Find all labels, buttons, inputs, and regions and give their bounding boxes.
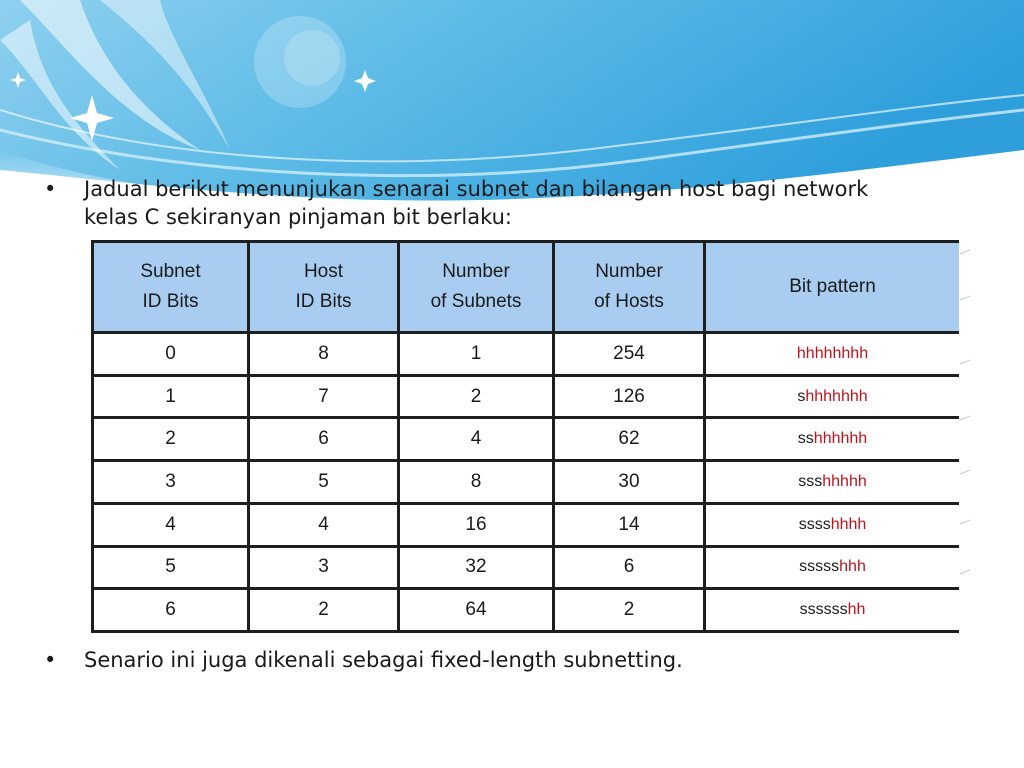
host-bits-text: hhhhhhh [805,387,868,405]
bullet-intro-line-1: Jadual berikut menunjukan senarai subnet dan bilangan host bagi network [84,177,869,201]
host-bits-text: hhh [839,558,866,576]
cell-bit-pattern [706,334,959,374]
cell-bit-pattern [706,590,959,630]
table-row [94,419,959,459]
table-row [94,590,959,630]
cell-bit-pattern [706,505,959,545]
cell-host-bits: 7 [250,377,397,417]
cell-hosts: 2 [555,590,703,630]
cell-bit-pattern [706,419,959,459]
header-number-of-subnets: Number of Subnets [400,243,552,331]
table-row [94,334,959,374]
cell-subnets: 2 [400,377,552,417]
cell-host-bits: 6 [250,419,397,459]
bullet-summary-line-1: Senario ini juga dikenali sebagai fixed-length subnetting. [84,648,683,672]
header-host-id-bits: Host ID Bits [250,243,397,331]
bullet-dot-icon: • [44,177,57,201]
cell-subnets: 1 [400,334,552,374]
cell-hosts: 126 [555,377,703,417]
cell-subnets: 8 [400,462,552,502]
cell-subnet-bits: 4 [94,505,247,545]
cell-bit-pattern [706,377,959,417]
cell-subnet-bits: 1 [94,377,247,417]
subnet-bits-text: ssss [798,515,831,533]
cell-subnets: 16 [400,505,552,545]
cell-subnet-bits: 3 [94,462,247,502]
cell-hosts: 6 [555,548,703,588]
table-row [94,548,959,588]
cell-subnets: 32 [400,548,552,588]
host-bits-text: hh [847,601,866,619]
header-subnet-id-bits: Subnet ID Bits [94,243,247,331]
bullet-dot-icon: • [44,648,57,672]
cell-host-bits: 5 [250,462,397,502]
header-number-of-hosts: Number of Hosts [555,243,703,331]
cell-host-bits: 8 [250,334,397,374]
table-header-row [94,243,959,331]
cell-hosts: 254 [555,334,703,374]
cell-host-bits: 3 [250,548,397,588]
subnet-bits-text: sss [798,472,823,490]
cell-subnets: 4 [400,419,552,459]
cell-bit-pattern [706,462,959,502]
table-edge-decoration [956,240,976,640]
cell-bit-pattern [706,548,959,588]
cell-subnet-bits: 6 [94,590,247,630]
cell-host-bits: 2 [250,590,397,630]
cell-subnet-bits: 5 [94,548,247,588]
table-row [94,462,959,502]
subnet-table-container [91,240,959,633]
header-bit-pattern: Bit pattern [706,243,959,331]
host-bits-text: hhhhhhhh [796,344,869,362]
cell-hosts: 62 [555,419,703,459]
subnet-bits-text: sssss [799,558,840,576]
cell-subnets: 64 [400,590,552,630]
host-bits-text: hhhhhh [813,430,868,448]
cell-hosts: 14 [555,505,703,545]
subnet-bits-text: ss [797,430,814,448]
subnet-bits-text: s [797,387,806,405]
host-bits-text: hhhh [830,515,867,533]
subnet-table [91,240,962,633]
cell-hosts: 30 [555,462,703,502]
cell-subnet-bits: 0 [94,334,247,374]
host-bits-text: hhhhh [822,472,867,490]
table-row [94,505,959,545]
cell-subnet-bits: 2 [94,419,247,459]
cell-host-bits: 4 [250,505,397,545]
subnet-bits-text: ssssss [799,601,848,619]
bullet-intro-line-2: kelas C sekiranyan pinjaman bit berlaku: [84,205,512,229]
table-row [94,377,959,417]
